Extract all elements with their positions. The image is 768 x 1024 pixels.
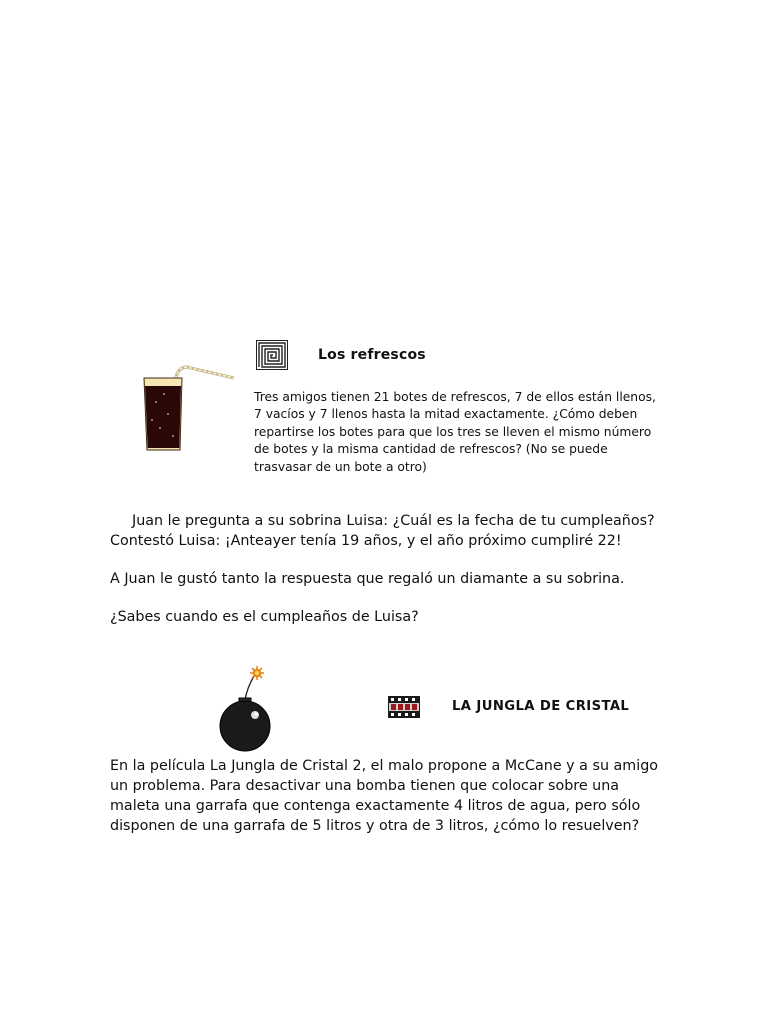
jungla-title: LA JUNGLA DE CRISTAL xyxy=(452,699,630,714)
soda-glass-with-straw-icon xyxy=(140,362,240,454)
cumpleanos-question: ¿Sabes cuando es el cumpleaños de Luisa? xyxy=(110,609,419,625)
bomb-icon xyxy=(214,662,278,754)
jungla-problem-text: En la película La Jungla de Cristal 2, el malo propone a McCane y a su amigo un problema. Para desactivar una bomba tienen que colocar sobre una maleta una garrafa que contenga exactamente 4 litros de agua, pero sólo disponen de una garrafa de 5 litros y otra de 3 litros, ¿cómo lo resuelven? xyxy=(110,758,659,834)
film-strip-icon xyxy=(388,696,420,718)
refrescos-title: Los refrescos xyxy=(318,347,426,363)
square-spiral-icon xyxy=(256,340,288,370)
cumpleanos-section xyxy=(110,511,670,627)
cumpleanos-paragraph-1: Juan le pregunta a su sobrina Luisa: ¿Cuál es la fecha de tu cumpleaños? Contestó Luisa: ¡Anteayer tenía 19 años, y el año próximo cumpliré 22! xyxy=(110,513,655,549)
cumpleanos-paragraph-2: A Juan le gustó tanto la respuesta que regaló un diamante a su sobrina. xyxy=(110,571,625,587)
refrescos-problem-text: Tres amigos tienen 21 botes de refrescos, 7 de ellos están llenos, 7 vacíos y 7 llenos hasta la mitad exactamente. ¿Cómo deben repartirse los botes para que los tres se lleven el mismo número de botes y la misma cantidad de refrescos? (No se puede trasvasar de un bote a otro) xyxy=(254,390,656,474)
